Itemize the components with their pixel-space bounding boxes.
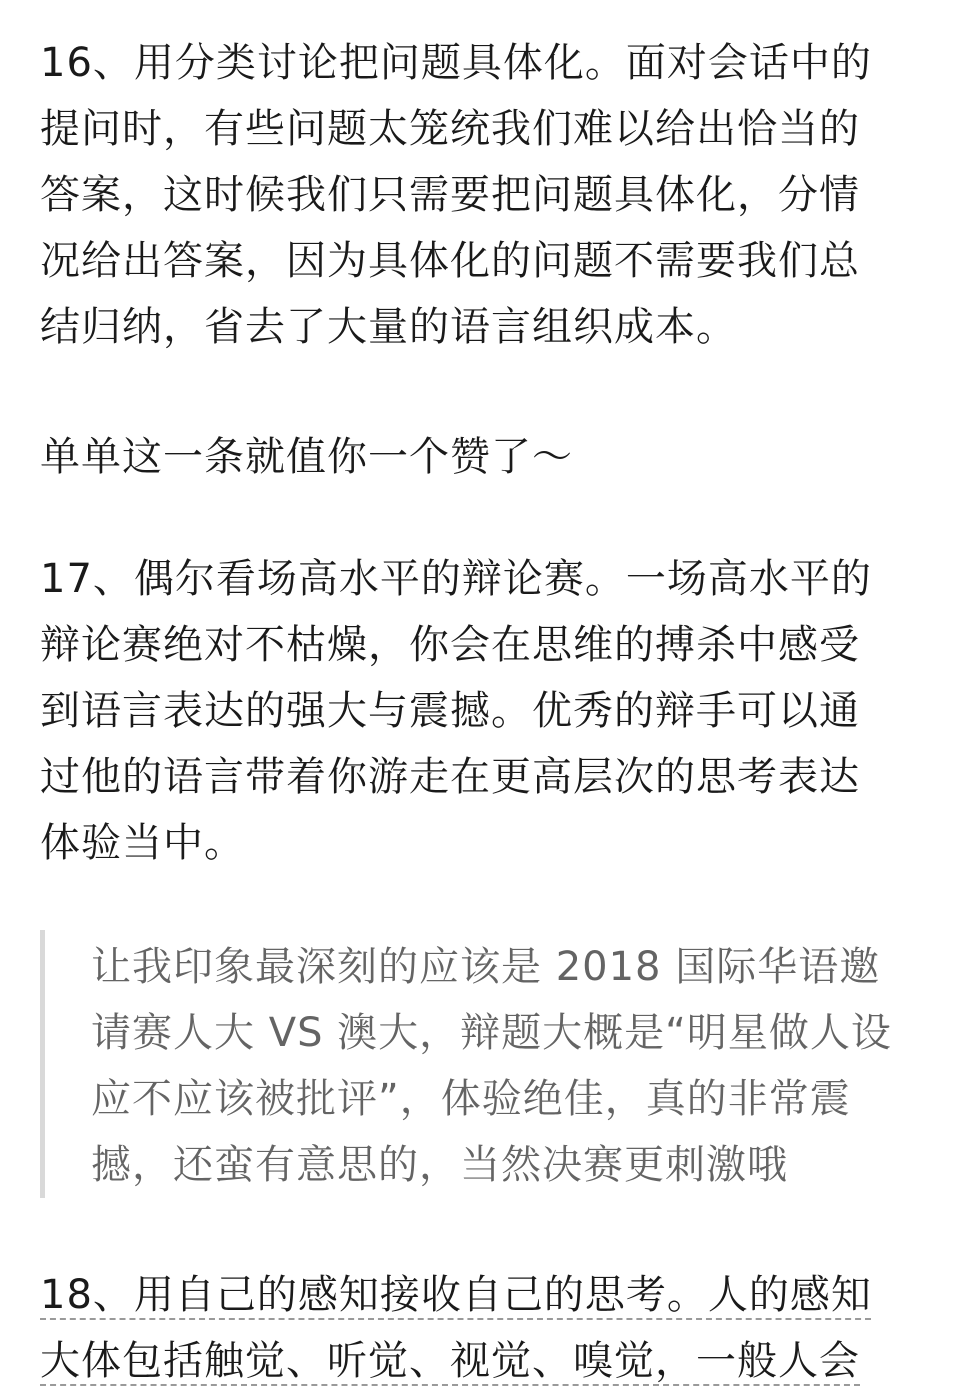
bottom-fade bbox=[0, 1389, 960, 1399]
paragraph-17: 17、偶尔看场高水平的辩论赛。一场高水平的辩论赛绝对不枯燥，你会在思维的搏杀中感受到语言表达的强大与震撼。优秀的辩手可以通过他的语言带着你游走在更高层次的思考表达体验当中。 bbox=[40, 556, 872, 866]
comment-line: 单单这一条就值你一个赞了～ bbox=[40, 434, 573, 480]
paragraph-16: 16、用分类讨论把问题具体化。面对会话中的提问时，有些问题太笼统我们难以给出恰当的答案，这时候我们只需要把问题具体化，分情况给出答案，因为具体化的问题不需要我们总结归纳，省去了大量的语言组织成本。 bbox=[40, 40, 872, 350]
blockquote bbox=[40, 930, 925, 1198]
blockquote-text: 让我印象最深刻的应该是 2018 国际华语邀请赛人大 VS 澳大，辩题大概是“明星做人设应不应该被批评”，体验绝佳，真的非常震撼，还蛮有意思的，当然决赛更刺激哦 bbox=[91, 944, 892, 1188]
paragraph-18-text: 18、用自己的感知接收自己的思考。人的感知大体包括触觉、听觉、视觉、嗅觉，一般人会 bbox=[40, 1272, 872, 1384]
paragraph-18 bbox=[40, 1262, 900, 1394]
